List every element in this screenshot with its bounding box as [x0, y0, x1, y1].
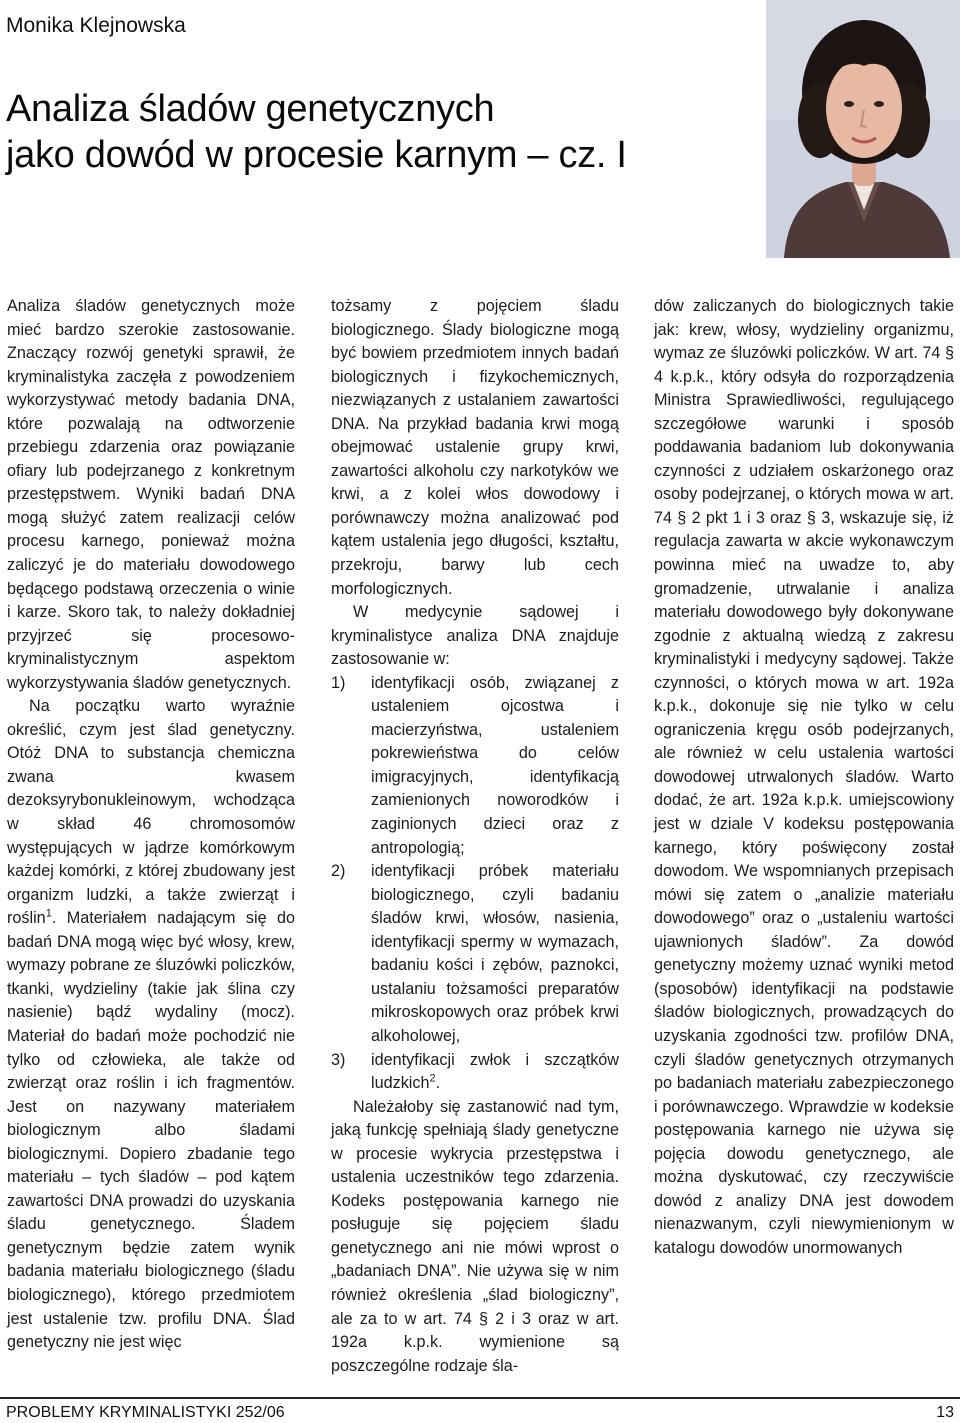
title-line-1: Analiza śladów genetycznych	[6, 88, 495, 130]
footer-divider	[0, 1397, 960, 1399]
author-name: Monika Klejnowska	[6, 14, 186, 37]
title-line-2: jako dowód w procesie karnym – cz. I	[6, 134, 627, 176]
text-column-3	[654, 295, 954, 1260]
footnote-ref-1: 1	[45, 907, 52, 920]
list-item: 2) identyfikacji próbek materiału biologicznego, czyli badaniu śladów krwi, włosów, nasienia, identyfikacji spermy w wymazach, badaniu kości i zębów, paznokci, ustalaniu tożsamości preparatów mikroskopowych oraz próbek krwi alkoholowej,	[331, 862, 619, 1045]
author-photo	[766, 0, 960, 258]
list-item: 3) identyfikacji zwłok i szczątków ludzkich$^2$.	[331, 1050, 619, 1093]
text-column-1	[7, 295, 295, 1355]
list-item: 1) identyfikacji osób, związanej z ustaleniem ojcostwa i macierzyństwa, ustaleniem pokrewieństwa do celów imigracyjnych, identyfikacją zamienionych noworodków i zaginionych dzieci oraz z antropologią;	[331, 673, 619, 857]
article-title	[6, 86, 726, 178]
journal-name: PROBLEMY KRYMINALISTYKI 252/06	[6, 1404, 285, 1421]
author-portrait-image	[766, 0, 960, 258]
column-1-paragraph-1: Analiza śladów genetycznych może mieć bardzo szerokie zastosowanie. Znaczący rozwój genetyki sprawił, że kryminalistyka zaczęła z powodzeniem wykorzystywać metody badania DNA, które pozwalają na odtworzenie przebiegu zdarzenia oraz powiązanie ofiary lub podejrzanego z konkretnym przestępstwem. Wyniki badań DNA mogą służyć zatem realizacji celów procesu karnego, ponieważ można zaliczyć je do materiału dowodowego będącego podstawą orzeczenia o winie i karze. Skoro tak, to należy dokładniej przyjrzeć się procesowo-kryminalistycznym aspektom wykorzystywania śladów genetycznych.	[7, 297, 295, 692]
page-number: 13	[936, 1404, 954, 1421]
column-3-paragraph-1: dów zaliczanych do biologicznych takie jak: krew, włosy, wydzieliny organizmu, wymaz ze śluzówki policzków. W art. 74 § 4 k.p.k., który odsyła do rozporządzenia Ministra Sprawiedliwości, regulującego szczegółowe warunki i sposób poddawania badaniom lub dokonywania czynności z udziałem oskarżonego oraz osoby podejrzanej, o których mowa w art. 74 § 2 pkt 1 i 3 oraz § 3, wskazuje się, iż regulacja zawarta w akcie wykonawczym powinna mieć na uwadze to, aby gromadzenie, utrwalanie i analiza materiału dowodowego były dokonywane zgodnie z aktualną wiedzą z zakresu kryminalistyki i medycyny sądowej. Także czynności, o których mowa w art. 192a k.p.k., dokonuje się nie tylko w celu ograniczenia kręgu osób podejrzanych, ale również w celu ustalenia wartości dowodowej utrwalonych śladów. Warto dodać, że art. 192a k.p.k. umiejscowiony jest w dziale V kodeksu postępowania karnego, który poświęcony został dowodom. We wspomnianych przepisach mówi się zatem o „analizie materiału dowodowego” oraz o „ustaleniu wartości ujawnionych śladów”. Za dowód genetyczny możemy uznać wyniki metod (sposobów) identyfikacji na podstawie śladów biologicznych, prowadzących do uzyskania zgodności tzw. profilów DNA, czyli śladów genetycznych otrzymanych po badaniach materiału zabezpieczonego i porównawczego. Wprawdzie w kodeksie postępowania karnego nie używa się pojęcia dowodu genetycznego, ale można dyskutować, czy rzeczywiście dowód z analizy DNA jest dowodem nienazwanym, czyli niewymienionym w katalogu dowodów unormowanych	[654, 297, 954, 1257]
column-1-paragraph-2: Na początku warto wyraźnie określić, czym jest ślad genetyczny. Otóż DNA to substancja chemiczna zwana kwasem dezoksyrybonukleinowym, wchodząca w skład 46 chromosomów występujących w jądrze komórkowym każdej komórki, z której zbudowany jest organizm ludzki, a także zwierząt i roślin$^1$. Materiałem nadającym się do badań DNA mogą więc być włosy, krew, wymazy pobrane ze śluzówki policzków, tkanki, wydzieliny (takie jak ślina czy nasienie) bądź wydaliny (mocz). Materiał do badań może pochodzić nie tylko od człowieka, ale także od zwierząt oraz roślin i ich fragmentów. Jest on nazywany materiałem biologicznym albo śladami biologicznymi. Dopiero zbadanie tego materiału – tych śladów – pod kątem zawartości DNA prowadzi do uzyskania śladu genetycznego. Śladem genetycznym będzie zatem wynik badania materiału biologicznego (śladu biologicznego), którego przedmiotem jest ustalenie tzw. profilu DNA. Ślad genetyczny nie jest więc	[7, 697, 295, 1352]
application-list	[331, 672, 619, 1096]
column-2-paragraph-3: Należałoby się zastanowić nad tym, jaką funkcję spełniają ślady genetyczne w procesie wykrycia przestępstwa i ustalenia uczestników tego zdarzenia. Kodeks postępowania karnego nie posługuje się pojęciem śladu genetycznego ani nie mówi wprost o „badaniach DNA”. Nie używa się w nim również określenia „ślad biologiczny”, ale za to w art. 74 § 2 i 3 oraz w art. 192a k.p.k. wymienione są poszczególne rodzaje śla-	[331, 1097, 619, 1375]
text-column-2	[331, 295, 619, 1378]
footnote-ref-2: 2	[429, 1072, 436, 1085]
column-2-paragraph-1: tożsamy z pojęciem śladu biologicznego. Ślady biologiczne mogą być bowiem przedmiotem innych badań biologicznych i fizykochemicznych, niezwiązanych z ustalaniem zawartości DNA. Na przykład badania krwi mogą obejmować ustalenie grupy krwi, zawartości alkoholu czy narkotyków we krwi, a z kolei włos dowodowy i porównawczy można analizować pod kątem ustalenia jego długości, kształtu, przekroju, barwy lub cech morfologicznych.	[331, 297, 619, 598]
column-2-paragraph-2: W medycynie sądowej i kryminalistyce analiza DNA znajduje zastosowanie w:	[331, 603, 619, 669]
